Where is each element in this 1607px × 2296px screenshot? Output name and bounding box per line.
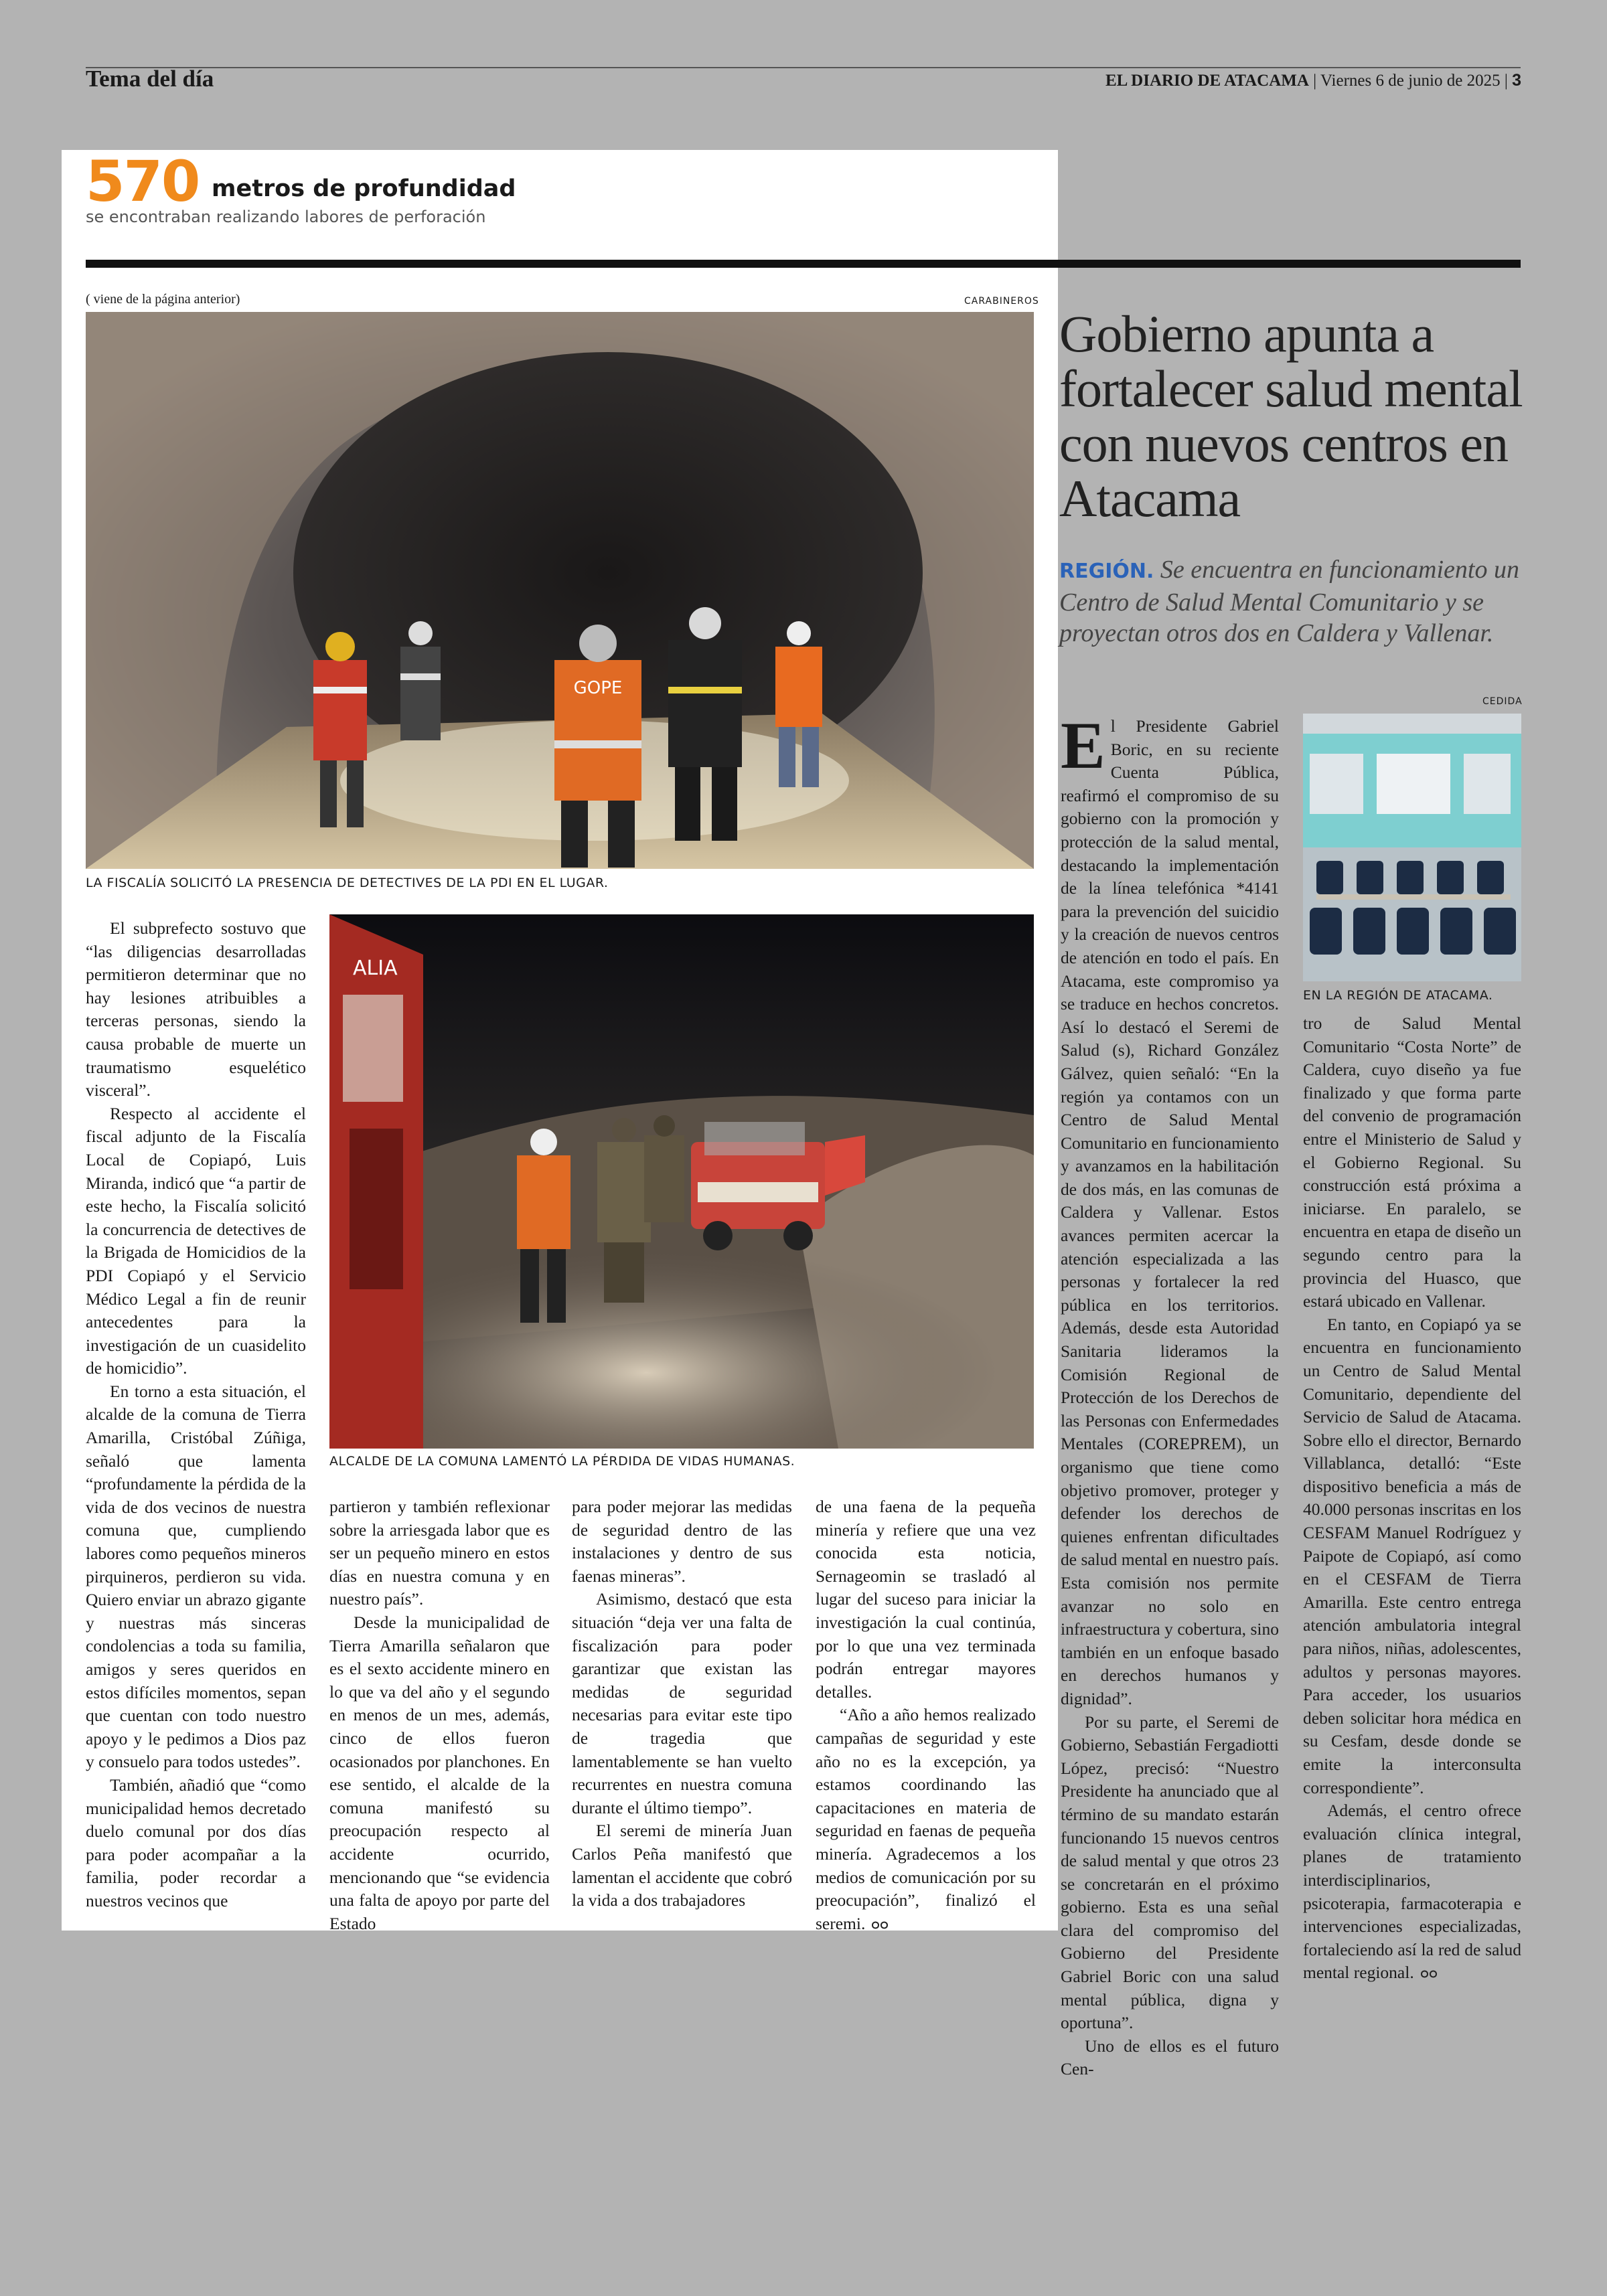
paragraph: para poder mejorar las medidas de seguridad dentro de las instalaciones y dentro de sus faenas mineras”. (572, 1497, 792, 1586)
left-article-column-1 (86, 917, 306, 1913)
paragraph-text: Además, el centro ofrece evaluación clínica integral, planes de tratamiento interdisciplinarios, psicoterapia, farmacoterapia e intervenciones especializadas, fortaleciendo así la red de salud mental regional. (1303, 1801, 1521, 1983)
truck-label: ALIA (353, 957, 398, 980)
right-article-headline: Gobierno apunta a fortalecer salud mental con nuevos centros en Atacama (1059, 305, 1523, 527)
paragraph (1061, 708, 1279, 1711)
paragraph-text: l Presidente Gabriel Boric, en su reciente Cuenta Pública, reafirmó el compromiso de su gobierno con la promoción y protección de la salud mental, destacando la implementación de la línea telefónica *4141 para la prevención del suicidio y la creación de nuevos centros de atención en todo el país. En Atacama, este compromiso ya se traduce en hechos concretos. Así lo destacó el Seremi de Salud (s), Richard González Gálvez, quien señaló: “En la región ya contamos con un Centro de Salud Mental Comunitario en funcionamiento y avanzamos en la habilitación de dos más, en las comunas de Caldera y Vallenar. Estos avances permiten acercar la atención especializada a las personas y fortalecer la red pública en los territorios. Además, desde esta Autoridad Sanitaria lideramos la Comisión Regional de Protección de los Derechos de las Personas con Enfermedades Mentales (COREPREM), un organismo que tiene como objetivo promover, proteger y defender los derechos de quienes enfrentan dificultades de salud mental en nuestro país. Esta comisión nos permite avanzar no solo en infraestructura y cobertura, sino también en un enfoque basado en derechos humanos y dignidad”. (1061, 716, 1279, 1708)
tunnel-photo (86, 312, 1034, 869)
paragraph: Desde la municipalidad de Tierra Amarilla señalaron que es el sexto accidente minero en lo que va del año y el segundo en menos de un mes, además, cinco de ellos fueron ocasionados por planchones. En ese sentido, el alcalde de la comuna manifestó su preocupación respecto al accidente ocurrido, mencionando que “se evidencia una falta de apoyo por parte del Estado (329, 1612, 550, 1933)
stat-number: 570 (86, 149, 200, 214)
header-separator-2: | (1504, 72, 1508, 90)
stat-subtitle: se encontraban realizando labores de perforación (86, 208, 486, 226)
photo3-caption: EN LA REGIÓN DE ATACAMA. (1303, 988, 1493, 1003)
right-article-column-1 (1061, 708, 1279, 2081)
section-label: Tema del día (86, 66, 214, 92)
paragraph: En torno a esta situación, el alcalde de la comuna de Tierra Amarilla, Cristóbal Zúñiga, señaló que lamenta “profundamente la pérdida de la vida de dos vecinos de nuestra comuna que, cumpliendo labores como pequeños mineros pirquineros, perdieron su vida. Quiero enviar un abrazo gigante y nuestras más sinceras condolencias a toda su familia, amigos y seres queridos en estos difíciles momentos, sepan que cuentan con todo nuestro apoyo y le pedimos a Dios paz y consuelo para todos ustedes”. (86, 1381, 306, 1772)
left-article-column-3 (572, 1495, 792, 1912)
section-rule (86, 260, 1521, 268)
paragraph: Respecto al accidente el fiscal adjunto de la Fiscalía Local de Copiapó, Luis Miranda, indicó que “a partir de este hecho, la Fiscalía solicitó la concurrencia de detectives de la Brigada de Homicidios de la PDI Copiapó y el Servicio Médico Legal a fin de reunir antecedentes para la investigación de un cuasidelito de homicidio”. (86, 1103, 306, 1378)
end-of-article-icon (1420, 1968, 1440, 1980)
right-article-lede (1059, 554, 1521, 649)
clinic-room-photo (1303, 714, 1521, 981)
paragraph: partieron y también reflexionar sobre la arriesgada labor que es ser un pequeño minero en estos días en nuestra comuna y en nuestro país”. (329, 1497, 550, 1609)
publication-name: EL DIARIO DE ATACAMA (1105, 72, 1309, 90)
header-separator: | (1313, 72, 1317, 90)
photo2-caption: ALCALDE DE LA COMUNA LAMENTÓ LA PÉRDIDA DE VIDAS HUMANAS. (329, 1454, 795, 1469)
page-number: 3 (1512, 71, 1521, 90)
end-of-article-icon (870, 1919, 891, 1931)
night-scene-photo (329, 914, 1034, 1449)
header-rule (86, 67, 1521, 68)
paragraph: Asimismo, destacó que esta situación “deja ver una falta de fiscalización para poder garantizar que existan las medidas de seguridad necesarias para evitar este tipo de tragedia que lamentablemente se han vuelto recurrentes en nuestra comuna durante el último tiempo”. (572, 1589, 792, 1817)
paragraph (1303, 1799, 1521, 1985)
photo1-caption: LA FISCALÍA SOLICITÓ LA PRESENCIA DE DETECTIVES DE LA PDI EN EL LUGAR. (86, 876, 609, 890)
continued-note: ( viene de la página anterior) (86, 292, 240, 307)
paragraph: Uno de ellos es el futuro Cen- (1061, 2036, 1279, 2079)
stat-label: metros de profundidad (212, 175, 516, 202)
right-article-column-2 (1303, 1012, 1521, 1985)
paragraph: También, añadió que “como municipalidad hemos decretado duelo comunal por dos días para poder acompañar a la familia, poder recordar a nuestros vecinos que (86, 1775, 306, 1910)
paragraph: En tanto, en Copiapó ya se encuentra en funcionamiento un Centro de Salud Mental Comunitario, dependiente del Servicio de Salud de Atacama. Sobre ello el director, Bernardo Villablanca, detalló: “Este dispositivo beneficia a más de 40.000 personas inscritas en los CESFAM Manuel Rodríguez y Paipote de Copiapó, así como en el CESFAM de Tierra Amarilla. Este centro entrega atención ambulatoria integral para niños, niñas, adolescentes, adultos y personas mayores. Para acceder, los usuarios deben solicitar hora médica en su Cesfam, desde donde se emite la interconsulta correspondiente”. (1303, 1314, 1521, 1797)
paragraph (816, 1704, 1036, 1935)
photo3-credit: CEDIDA (1482, 696, 1523, 707)
lede-text: Se encuentra en funcionamiento un Centro de Salud Mental Comunitario y se proyectan otros dos en Caldera y Vallenar. (1059, 556, 1519, 647)
publication-line (1105, 71, 1521, 90)
photo1-credit: CARABINEROS (964, 296, 1039, 307)
paragraph: El seremi de minería Juan Carlos Peña manifestó que lamentan el accidente que cobró la vida a dos trabajadores (572, 1821, 792, 1910)
paragraph: El subprefecto sostuvo que “las diligencias desarrolladas permitieron determinar que no hay lesiones atribuibles a terceras personas, siendo la causa probable de muerte un traumatismo esquelético visceral”. (86, 918, 306, 1100)
left-article-column-4 (816, 1495, 1036, 1935)
paragraph: tro de Salud Mental Comunitario “Costa Norte” de Caldera, cuyo diseño ya fue finalizado y que forma parte del convenio de programación entre el Ministerio de Salud y el Gobierno Regional. Su construcción está próxima a iniciarse. En paralelo, se encuentra en etapa de diseño un segundo centro para la provincia del Huasco, que estará ubicado en Vallenar. (1303, 1013, 1521, 1311)
paragraph: Por su parte, el Seremi de Gobierno, Sebastián Fergadiotti López, precisó: “Nuestro Presidente ha anunciado que al término de su mandato estarán funcionando 15 nuevos centros de salud mental y que otros 23 se concretarán en el próximo gobierno. Esta es una señal clara del compromiso del Gobierno del Presidente Gabriel Boric con una salud mental pública, digna y oportuna”. (1061, 1712, 1279, 2033)
vest-label: GOPE (573, 678, 623, 698)
drop-cap: E (1061, 708, 1105, 783)
paragraph-text: “Año a año hemos realizado campañas de seguridad y este año no es la excepción, ya estamos coordinando las capacitaciones en materia de seguridad en faenas de pequeña minería. Agradecemos a los medios de comunicación por su preocupación”, finalizó el seremi. (816, 1705, 1036, 1933)
paragraph: de una faena de la pequeña minería y refiere que una vez conocida esta noticia, Sernageomin se trasladó al lugar del suceso para iniciar la investigación la cual continúa, por lo que una vez terminada podrán entregar mayores detalles. (816, 1497, 1036, 1702)
lede-kicker: REGIÓN. (1059, 560, 1154, 583)
publication-date: Viernes 6 de junio de 2025 (1320, 72, 1501, 90)
left-article-column-2 (329, 1495, 550, 1935)
